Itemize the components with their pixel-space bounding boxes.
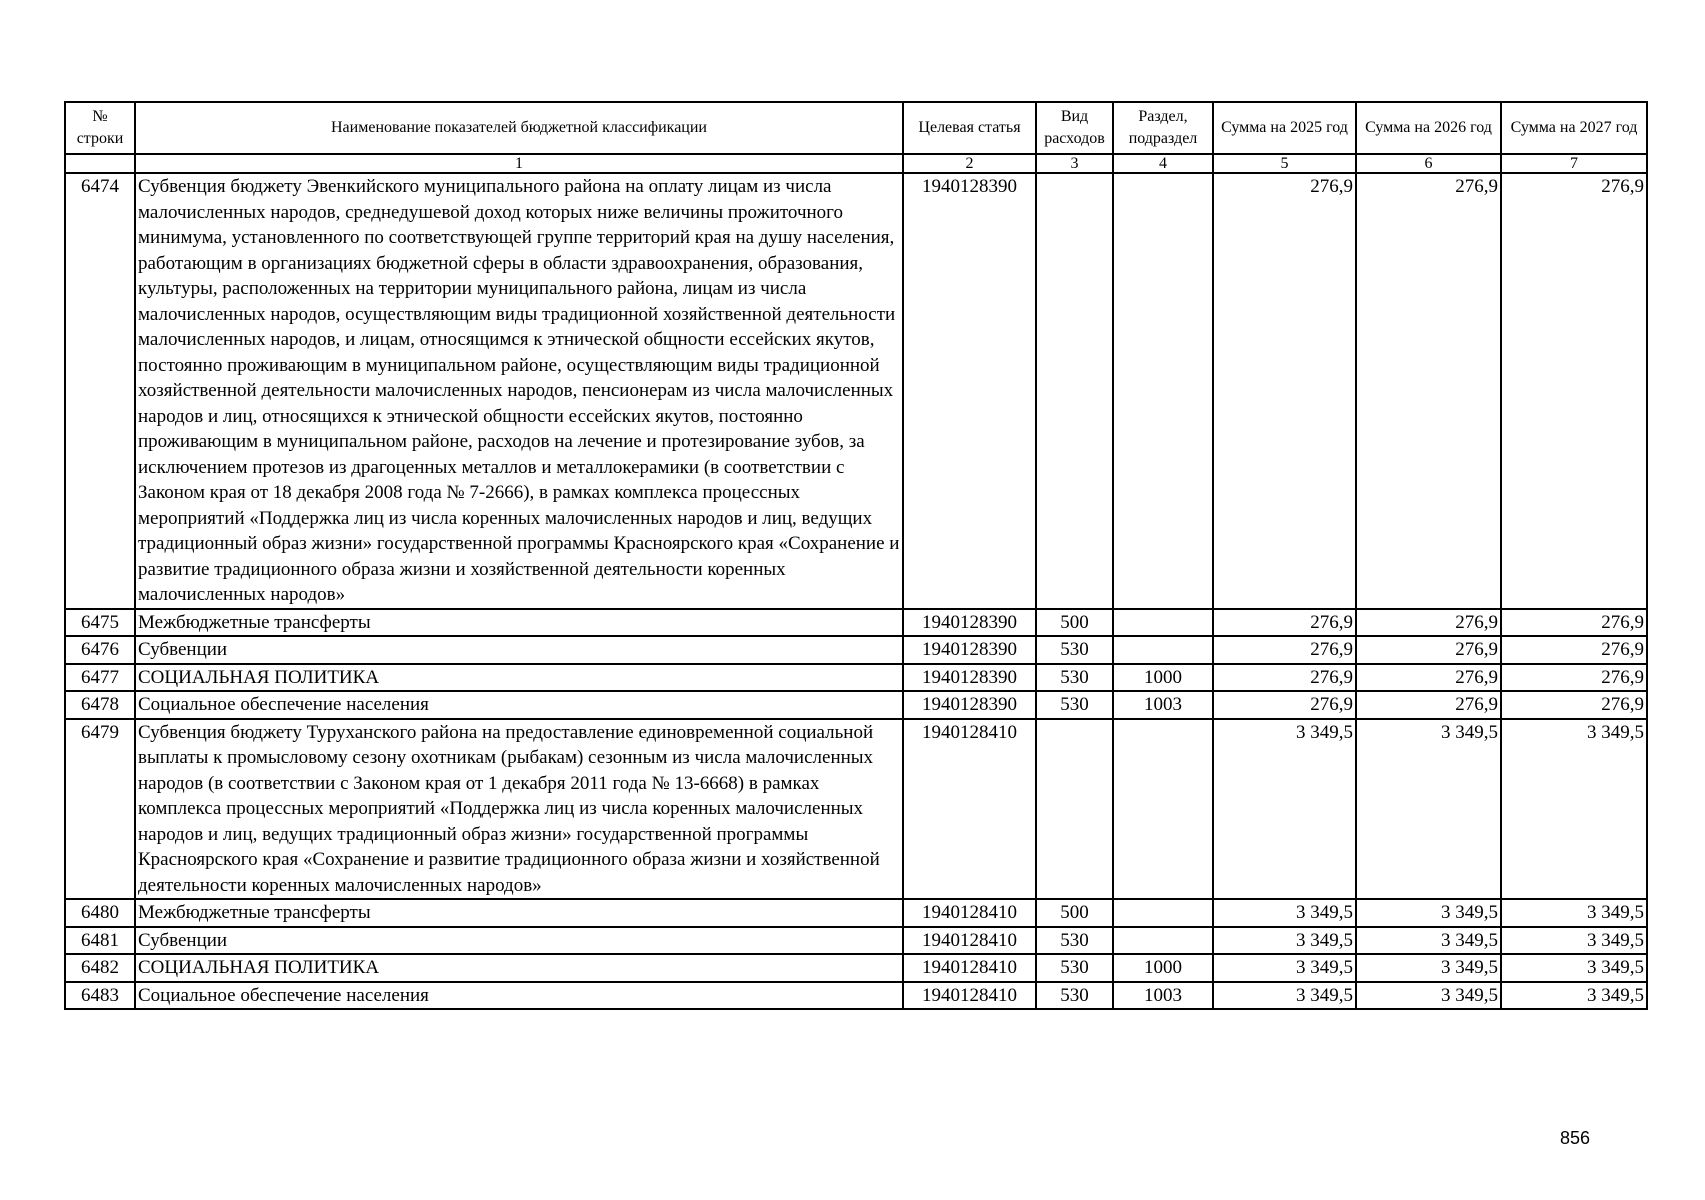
column-number-blank — [65, 154, 135, 173]
row-number: 6476 — [65, 636, 135, 664]
row-sum-2026: 276,9 — [1356, 609, 1501, 637]
table-row — [65, 719, 1647, 900]
row-target: 1940128390 — [903, 173, 1036, 609]
row-type: 500 — [1036, 899, 1113, 927]
row-sum-2025: 3 349,5 — [1213, 719, 1356, 900]
row-sum-2025: 3 349,5 — [1213, 899, 1356, 927]
row-name: Субвенции — [135, 927, 903, 955]
row-number: 6478 — [65, 691, 135, 719]
table-row — [65, 664, 1647, 692]
row-name: Межбюджетные трансферты — [135, 609, 903, 637]
row-section: 1003 — [1113, 691, 1213, 719]
row-sum-2025: 3 349,5 — [1213, 982, 1356, 1010]
row-name: СОЦИАЛЬНАЯ ПОЛИТИКА — [135, 664, 903, 692]
row-name: Социальное обеспечение населения — [135, 691, 903, 719]
column-number: 6 — [1356, 154, 1501, 173]
row-sum-2026: 276,9 — [1356, 173, 1501, 609]
row-type: 530 — [1036, 636, 1113, 664]
row-name: Межбюджетные трансферты — [135, 899, 903, 927]
header-row-no: № строки — [65, 102, 135, 154]
row-sum-2027: 3 349,5 — [1501, 927, 1647, 955]
page-number: 856 — [1560, 1128, 1591, 1148]
row-section: 1000 — [1113, 954, 1213, 982]
table-row — [65, 899, 1647, 927]
header-sum-2027: Сумма на 2027 год — [1501, 102, 1647, 154]
row-number: 6474 — [65, 173, 135, 609]
row-number: 6483 — [65, 982, 135, 1010]
row-section — [1113, 719, 1213, 900]
row-sum-2027: 3 349,5 — [1501, 982, 1647, 1010]
row-type: 530 — [1036, 954, 1113, 982]
row-target: 1940128410 — [903, 899, 1036, 927]
column-number: 1 — [135, 154, 903, 173]
row-sum-2026: 276,9 — [1356, 664, 1501, 692]
row-sum-2027: 3 349,5 — [1501, 954, 1647, 982]
column-number: 3 — [1036, 154, 1113, 173]
row-name: Социальное обеспечение населения — [135, 982, 903, 1010]
row-type — [1036, 173, 1113, 609]
header-sum-2025: Сумма на 2025 год — [1213, 102, 1356, 154]
row-sum-2025: 276,9 — [1213, 609, 1356, 637]
row-sum-2026: 3 349,5 — [1356, 719, 1501, 900]
row-section: 1003 — [1113, 982, 1213, 1010]
row-target: 1940128410 — [903, 719, 1036, 900]
row-sum-2026: 3 349,5 — [1356, 982, 1501, 1010]
row-sum-2027: 276,9 — [1501, 691, 1647, 719]
column-number: 5 — [1213, 154, 1356, 173]
row-sum-2027: 276,9 — [1501, 636, 1647, 664]
row-target: 1940128390 — [903, 691, 1036, 719]
row-target: 1940128410 — [903, 954, 1036, 982]
budget-table — [64, 101, 1648, 1010]
row-type: 530 — [1036, 927, 1113, 955]
row-type: 500 — [1036, 609, 1113, 637]
row-target: 1940128390 — [903, 609, 1036, 637]
row-name: Субвенция бюджету Туруханского района на предоставление единовременной социальной выплаты к промысловому сезону охотникам (рыбакам) сезонным из числа малочисленных народов (в соответствии с Законом края от 1 декабря 2011 года № 13-6668) в рамках комплекса процессных мероприятий «Поддержка лиц из числа коренных малочисленных народов и лиц, ведущих традиционный образ жизни» государственной программы Красноярского края «Сохранение и развитие традиционного образа жизни и хозяйственной деятельности коренных малочисленных народов» — [135, 719, 903, 900]
row-target: 1940128410 — [903, 982, 1036, 1010]
row-sum-2025: 3 349,5 — [1213, 927, 1356, 955]
header-sum-2026: Сумма на 2026 год — [1356, 102, 1501, 154]
table-row — [65, 691, 1647, 719]
row-section: 1000 — [1113, 664, 1213, 692]
table-row — [65, 927, 1647, 955]
row-sum-2025: 276,9 — [1213, 173, 1356, 609]
header-type: Вид расходов — [1036, 102, 1113, 154]
column-number: 4 — [1113, 154, 1213, 173]
header-row — [65, 102, 1647, 154]
column-number: 7 — [1501, 154, 1647, 173]
row-sum-2026: 3 349,5 — [1356, 899, 1501, 927]
row-target: 1940128390 — [903, 636, 1036, 664]
row-sum-2026: 276,9 — [1356, 691, 1501, 719]
row-sum-2026: 276,9 — [1356, 636, 1501, 664]
table-row — [65, 173, 1647, 609]
row-number: 6481 — [65, 927, 135, 955]
row-target: 1940128390 — [903, 664, 1036, 692]
row-number: 6482 — [65, 954, 135, 982]
row-section — [1113, 927, 1213, 955]
row-section — [1113, 173, 1213, 609]
row-sum-2025: 3 349,5 — [1213, 954, 1356, 982]
header-target: Целевая статья — [903, 102, 1036, 154]
row-section — [1113, 899, 1213, 927]
row-name: Субвенция бюджету Эвенкийского муниципального района на оплату лицам из числа малочисленных народов, среднедушевой доход которых ниже величины прожиточного минимума, установленного по соответствующей группе территорий края на душу населения, работающим в организациях бюджетной сферы в области здравоохранения, образования, культуры, расположенных на территории муниципального района, лицам из числа малочисленных народов, осуществляющим виды традиционной хозяйственной деятельности малочисленных народов, и лицам, относящимся к этнической общности ессейских якутов, постоянно проживающим в муниципальном районе, осуществляющим виды традиционной хозяйственной деятельности малочисленных народов, пенсионерам из числа малочисленных народов и лиц, относящихся к этнической общности ессейских якутов, постоянно проживающим в муниципальном районе, расходов на лечение и протезирование зубов, за исключением протезов из драгоценных металлов и металлокерамики (в соответствии с Законом края от 18 декабря 2008 года № 7-2666), в рамках комплекса процессных мероприятий «Поддержка лиц из числа коренных малочисленных народов и лиц, ведущих традиционный образ жизни» государственной программы Красноярского края «Сохранение и развитие традиционного образа жизни и хозяйственной деятельности коренных малочисленных народов» — [135, 173, 903, 609]
row-name: СОЦИАЛЬНАЯ ПОЛИТИКА — [135, 954, 903, 982]
row-section — [1113, 636, 1213, 664]
column-number: 2 — [903, 154, 1036, 173]
row-number: 6477 — [65, 664, 135, 692]
row-name: Субвенции — [135, 636, 903, 664]
row-number: 6475 — [65, 609, 135, 637]
table-row — [65, 609, 1647, 637]
row-type: 530 — [1036, 691, 1113, 719]
table-row — [65, 954, 1647, 982]
header-name: Наименование показателей бюджетной классификации — [135, 102, 903, 154]
row-type: 530 — [1036, 664, 1113, 692]
table-row — [65, 636, 1647, 664]
row-sum-2027: 276,9 — [1501, 173, 1647, 609]
row-sum-2025: 276,9 — [1213, 691, 1356, 719]
row-sum-2027: 3 349,5 — [1501, 719, 1647, 900]
row-sum-2027: 3 349,5 — [1501, 899, 1647, 927]
row-sum-2026: 3 349,5 — [1356, 927, 1501, 955]
row-sum-2025: 276,9 — [1213, 664, 1356, 692]
table-row — [65, 982, 1647, 1010]
row-type — [1036, 719, 1113, 900]
row-type: 530 — [1036, 982, 1113, 1010]
row-section — [1113, 609, 1213, 637]
row-target: 1940128410 — [903, 927, 1036, 955]
row-sum-2025: 276,9 — [1213, 636, 1356, 664]
row-sum-2027: 276,9 — [1501, 664, 1647, 692]
row-sum-2027: 276,9 — [1501, 609, 1647, 637]
row-number: 6480 — [65, 899, 135, 927]
column-numbers-row — [65, 154, 1647, 173]
row-number: 6479 — [65, 719, 135, 900]
row-sum-2026: 3 349,5 — [1356, 954, 1501, 982]
header-section: Раздел, подраздел — [1113, 102, 1213, 154]
